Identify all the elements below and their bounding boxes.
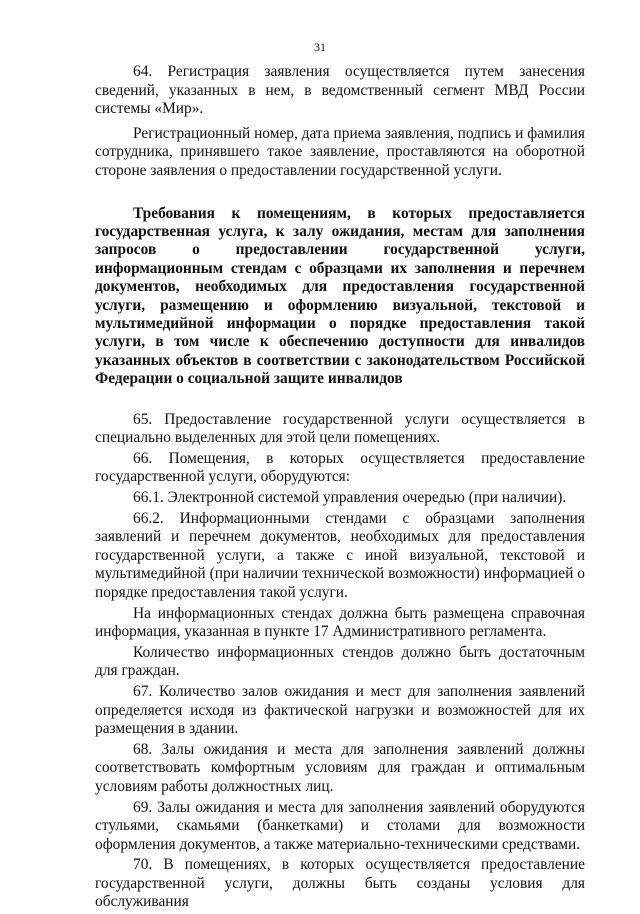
paragraph-69: 69. Залы ожидания и места для заполнения заявлений оборудуются стульями, скамьями (банкетками) и столами для возможности оформления документов, а также материально-техническими средствами. [95,798,585,853]
document-body [95,63,585,914]
paragraph-65: 65. Предоставление государственной услуги осуществляется в специально выделенных для этой цели помещениях. [95,410,585,447]
paragraph-stands-count: Количество информационных стендов должно быть достаточным для граждан. [95,643,585,680]
paragraph-66: 66. Помещения, в которых осуществляется предоставление государственной услуги, оборудуются: [95,449,585,486]
paragraph-66-1: 66.1. Электронной системой управления очередью (при наличии). [133,489,567,506]
page-number: 31 [314,40,326,54]
paragraph-66-2: 66.2. Информационными стендами с образцами заполнения заявлений и перечнем документов, необходимых для предоставления государственной услуги, а также с иной визуальной, текстовой и мультимедийной (при наличии технической возможности) информацией о порядке предоставления такой услуги. [95,509,585,601]
section-heading: Требования к помещениям, в которых предоставляется государственная услуга, к залу ожидания, местам для заполнения запросов о предоставлении государственной услуги, информационным стендам с образцами их заполнения и перечнем документов, необходимых для предоставления государственной услуги, размещению и оформлению визуальной, текстовой и мультимедийной информации о порядке предоставления такой услуги, в том числе к обеспечению доступности для инвалидов указанных объектов в соответствии с законодательством Российской Федерации о социальной защите инвалидов [95,204,585,388]
paragraph-64: 64. Регистрация заявления осуществляется путем занесения сведений, указанных в нем, в ведомственный сегмент МВД России системы «Мир». [95,63,585,118]
paragraph-70: 70. В помещениях, в которых осуществляется предоставление государственной услуги, должны быть созданы условия для обслуживания [95,856,585,911]
paragraph-registration-number: Регистрационный номер, дата приема заявления, подпись и фамилия сотрудника, принявшего такое заявление, проставляются на оборотной стороне заявления о предоставлении государственной услуги. [95,124,586,179]
paragraph-68: 68. Залы ожидания и места для заполнения заявлений должны соответствовать комфортным условиям для граждан и оптимальным условиям работы должностных лиц. [95,740,585,795]
paragraph-67: 67. Количество залов ожидания и мест для заполнения заявлений определяется исходя из фактической нагрузки и возможностей для их размещения в здании. [95,682,585,738]
paragraph-info-stands: На информационных стендах должна быть размещена справочная информация, указанная в пункте 17 Административного регламента. [95,604,585,641]
